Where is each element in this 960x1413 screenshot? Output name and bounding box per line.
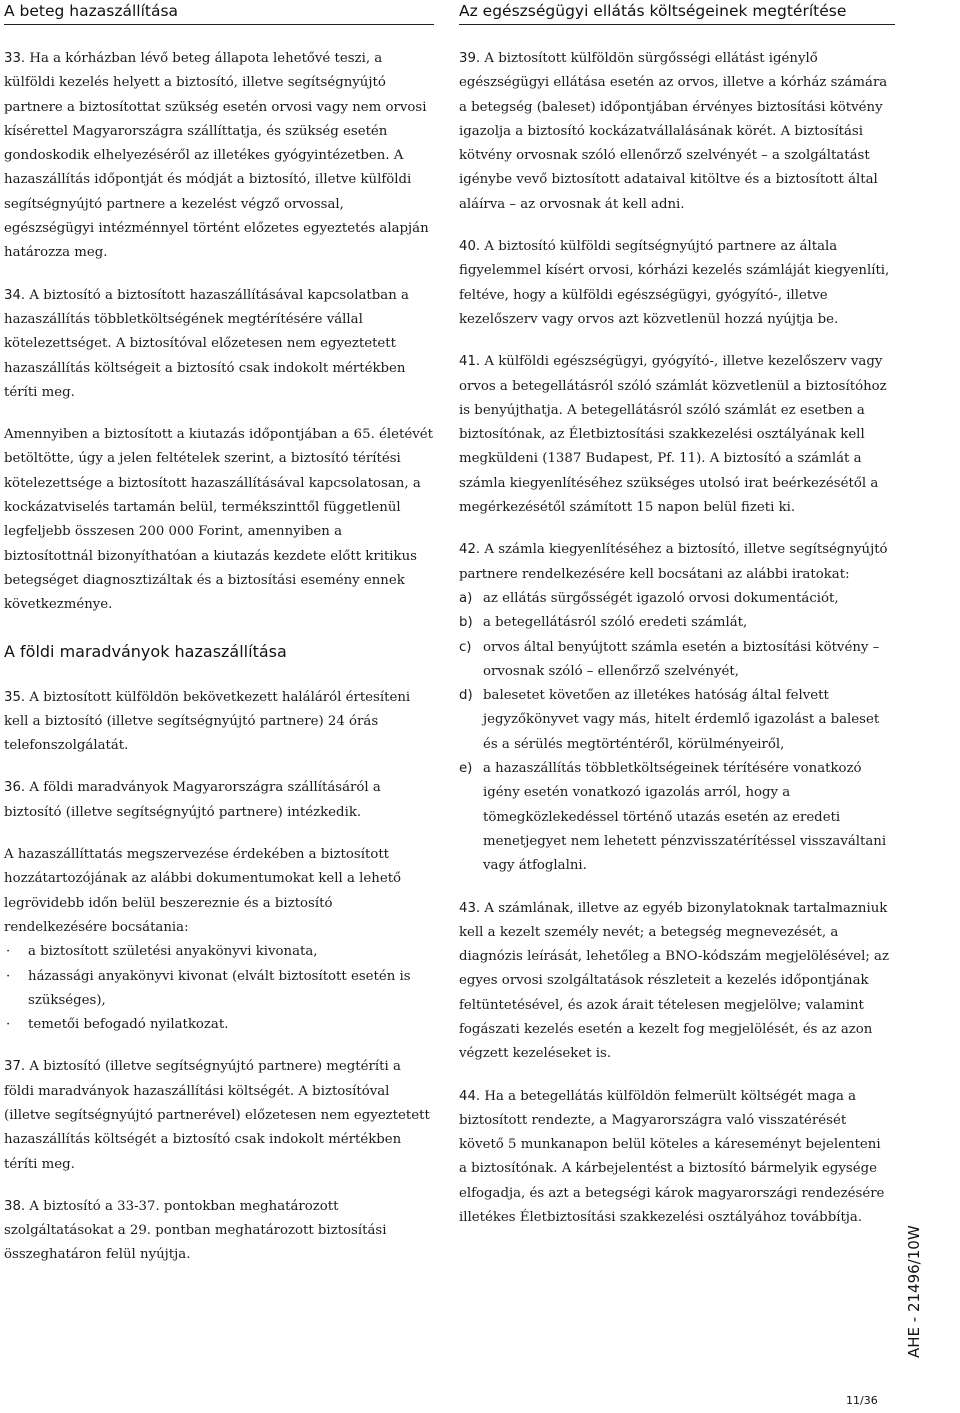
paragraph-42 xyxy=(459,538,891,587)
list-item: · házassági anyakönyvi kivonat (elvált biztosított esetén is szükséges), xyxy=(4,965,434,1014)
paragraph-number: 33. xyxy=(4,51,26,66)
section-header-healthcare-costs: Az egészségügyi ellátás költségeinek megtérítése xyxy=(459,2,847,20)
paragraph-number: 37. xyxy=(4,1059,26,1075)
paragraph-text: A földi maradványok Magyarországra szállításáról a biztosító (illetve segítségnyújtó partnere) intézkedik. xyxy=(4,780,381,820)
list-item xyxy=(459,684,891,757)
list-letter: b) xyxy=(459,615,473,631)
paragraph-34-age-limit: Amennyiben a biztosított a kiutazás időpontjában a 65. életévét betöltötte, úgy a jelen feltételek szerint, a biztosító térítési kötelezettsége a biztosított hazaszállításával kapcsolatosan, a kockázatviselés tartamán belül, termékszinttől függetlenül legfeljebb összesen 200 000 Forint, amennyiben a biztosítottnál bizonyíthatóan a kiutazás kezdete előtt kritikus betegséget diagnosztizáltak és a biztosítási esemény ennek következménye. xyxy=(4,427,433,613)
list-letter: a) xyxy=(459,590,473,606)
paragraph-text: A biztosított külföldön sürgősségi ellátást igénylő egészségügyi ellátása esetén az orvos, illetve a kórház számára a betegség (baleset) időpontjában érvényes biztosítási kötvény igazolja a biztosító kockázatvállalásának körét. A biztosítási kötvény orvosnak szóló ellenőrző szelvényét – a szolgáltatást igénybe vevő biztosított adataival kitöltve és a biztosított által aláírva – az orvosnak át kell adni. xyxy=(459,51,888,212)
paragraph-43 xyxy=(459,897,891,1067)
paragraph-text: A biztosított külföldön bekövetkezett haláláról értesíteni kell a biztosító (illetve segítségnyújtó partnere) 24 órás telefonszolgálatát. xyxy=(4,689,411,754)
paragraph-number: 41. xyxy=(459,354,481,370)
list-item: · a biztosított születési anyakönyvi kivonata, xyxy=(4,940,434,964)
left-column xyxy=(4,0,434,1286)
required-documents-list xyxy=(4,940,434,1037)
header-rule xyxy=(459,24,895,25)
paragraph-44 xyxy=(459,1085,891,1231)
paragraph-number: 36. xyxy=(4,780,26,796)
paragraph-text: A külföldi egészségügyi, gyógyító-, illetve kezelőszerv vagy orvos a betegellátásról szóló számlát közvetlenül a biztosítóhoz is benyújthatja. A betegellátásról szóló számlát ez esetben a biztosítónak, az Életbiztosítási szakkezelési osztályának kell megküldeni (1387 Budapest, Pf. 11). A biztosító a számlát a számla kiegyenlítéséhez szükséges utolsó irat beérkezésétől a megérkezésétől számított 15 napon belül fizeti ki. xyxy=(459,354,887,516)
list-item: · temetői befogadó nyilatkozat. xyxy=(4,1013,434,1037)
list-text: orvos által benyújtott számla esetén a biztosítási kötvény – orvosnak szóló – ellenőrző szelvényét, xyxy=(483,639,880,679)
document-code: AHE - 21496/10W xyxy=(905,1225,923,1358)
paragraph-text: A számla kiegyenlítéséhez a biztosító, illetve segítségnyújtó partnere rendelkezésére kell bocsátani az alábbi iratokat: xyxy=(459,542,888,582)
list-text: balesetet követően az illetékes hatóság által felvett jegyzőkönyvet vagy más, hitelt érdemlő igazolást a baleset és a sérülés megtörténtéről, körülményeiről, xyxy=(483,688,880,752)
list-text: az ellátás sürgősségét igazoló orvosi dokumentációt, xyxy=(483,590,839,606)
paragraph-number: 34. xyxy=(4,287,26,303)
list-text: a hazaszállítás többletköltségeinek térítésére vonatkozó igény esetén vonatkozó igazolás arról, hogy a tömegközlekedéssel történő utazás esetén az eredeti menetjegyet nem lehetett pénzvisszatérítéssel visszaváltani vagy átfoglalni. xyxy=(483,761,887,874)
paragraph-text: Ha a kórházban lévő beteg állapota lehetővé teszi, a külföldi kezelés helyett a biztosító, illetve segítségnyújtó partnere a biztosítottat szükség esetén orvosi vagy nem orvosi kísérettel Magyarországra szállíttatja, és szükség esetén gondoskodik elhelyezéséről az illetékes gyógyintézetben. A hazaszállítás időpontját és módját a biztosító, illetve külföldi segítségnyújtó partnere a kezelést végző orvossal, egészségügyi intézménnyel történt előzetes egyeztetés alapján határozza meg. xyxy=(4,51,429,261)
required-invoice-documents-list xyxy=(459,587,891,879)
paragraph-36 xyxy=(4,776,434,825)
paragraph-number: 38. xyxy=(4,1198,26,1214)
paragraph-number: 43. xyxy=(459,900,481,916)
paragraph-text: A biztosító külföldi segítségnyújtó partnere az általa figyelemmel kísért orvosi, kórházi kezelés számláját kiegyenlíti, feltéve, hogy a külföldi egészségügyi, gyógyító-, illetve kezelőszerv vagy orvos azt közvetlenül hozzá nyújtja be. xyxy=(459,239,890,327)
paragraph-37 xyxy=(4,1055,434,1176)
list-letter: d) xyxy=(459,688,473,704)
list-text: a betegellátásról szóló eredeti számlát, xyxy=(483,615,748,631)
list-item xyxy=(459,757,891,878)
paragraph-39 xyxy=(459,47,891,217)
paragraph-text: A számlának, illetve az egyéb bizonylatoknak tartalmazniuk kell a kezelt személy nevét; a betegség megnevezését, a diagnózis leírását, lehetőleg a BNO-kódszám megjelölésével; az egyes orvosi szolgáltatások részleteit a kezelés időpontjának feltüntetésével, és azok árait tételesen megjelölve; valamint fogászati kezelés esetén a kezelt fog megjelölését, és az azon végzett kezeléseket is. xyxy=(459,900,889,1062)
paragraph-33 xyxy=(4,47,434,266)
paragraph-38 xyxy=(4,1195,434,1268)
paragraph-number: 39. xyxy=(459,51,481,66)
list-item xyxy=(459,636,891,685)
paragraph-40 xyxy=(459,235,891,332)
section-header-patient-transport: A beteg hazaszállítása xyxy=(4,2,179,20)
paragraph-number: 35. xyxy=(4,689,26,705)
paragraph-text: A biztosító (illetve segítségnyújtó partnere) megtéríti a földi maradványok hazaszállítási költségét. A biztosítóval (illetve segítségnyújtó partnerével) előzetesen nem egyeztetett hazaszállítás költségét a biztosító csak indokolt mértékben téríti meg. xyxy=(4,1059,430,1172)
list-letter: c) xyxy=(459,639,472,655)
list-letter: e) xyxy=(459,761,473,777)
paragraph-text: Ha a betegellátás külföldön felmerült költségét maga a biztosított rendezte, a Magyarországra való visszatérését követő 5 munkanapon belül köteles a káreseményt bejelenteni a biztosítónak. A kárbejelentést a biztosító bármelyik egysége elfogadja, és azt a betegségi károk magyarországi rendezésére illetékes Életbiztosítási szakkezelési osztályához továbbítja. xyxy=(459,1088,885,1226)
paragraph-text: A biztosító a biztosított hazaszállításával kapcsolatban a hazaszállítás többletköltségének megtérítésére vállal kötelezettséget. A biztosítóval előzetesen nem egyeztetett hazaszállítás költségeit a biztosító csak indokolt mértékben téríti meg. xyxy=(4,287,409,400)
section-heading-remains-transport: A földi maradványok hazaszállítása xyxy=(4,641,287,661)
right-column xyxy=(459,0,891,1248)
paragraph-number: 42. xyxy=(459,542,481,558)
paragraph-text: A biztosító a 33-37. pontokban meghatározott szolgáltatásokat a 29. pontban meghatározott biztosítási összeghatáron felül nyújtja. xyxy=(4,1198,387,1263)
paragraph-35 xyxy=(4,686,434,759)
paragraph-number: 44. xyxy=(459,1088,481,1104)
paragraph-36-documents-intro: A hazaszállíttatás megszervezése érdekében a biztosított hozzátartozójának az alábbi dokumentumokat kell a lehető legrövidebb időn belül beszereznie és a biztosító rendelkezésére bocsátania: xyxy=(4,847,402,935)
paragraph-41 xyxy=(459,350,891,520)
list-item xyxy=(459,587,891,611)
list-item xyxy=(459,611,891,635)
paragraph-number: 40. xyxy=(459,239,481,255)
header-rule xyxy=(4,24,434,25)
page-number: 11/36 xyxy=(846,1394,878,1407)
paragraph-34 xyxy=(4,284,434,405)
